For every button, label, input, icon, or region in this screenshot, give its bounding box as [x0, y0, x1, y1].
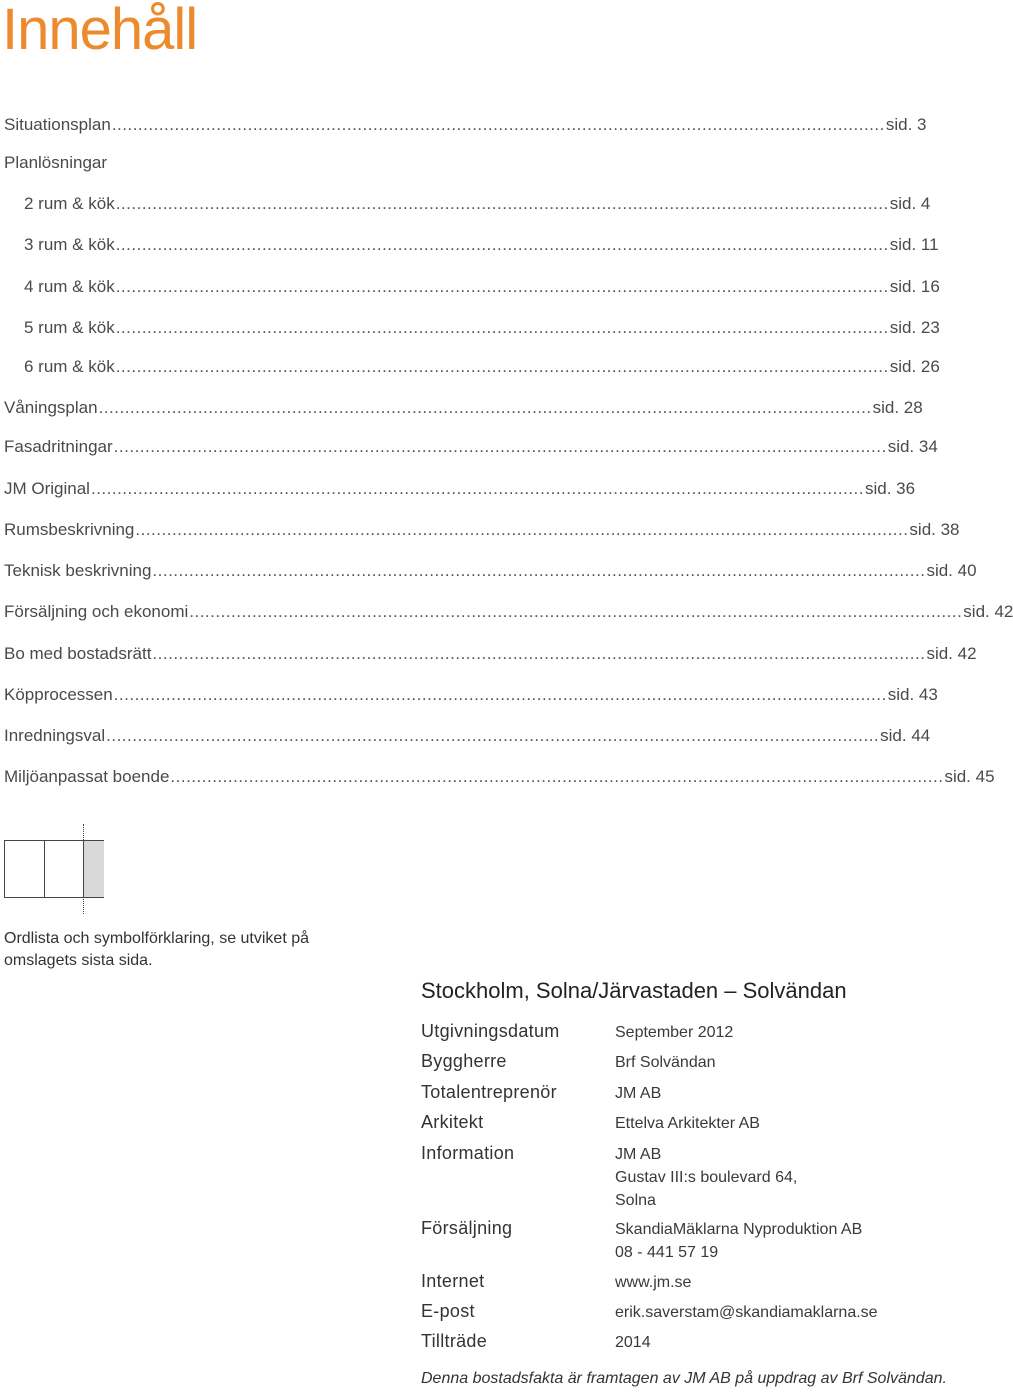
info-key: Byggherre: [421, 1051, 507, 1071]
toc-item-3-rum[interactable]: [24, 235, 939, 259]
toc-leader-dots: ....................................................................................................................................................: [115, 318, 889, 337]
toc-page: sid. 4: [889, 194, 931, 213]
toc-leader-dots: ....................................................................................................................................................: [111, 115, 885, 134]
toc-item-inredningsval[interactable]: [4, 726, 931, 750]
info-value: Ettelva Arkitekter AB: [615, 1115, 760, 1132]
toc-label: Köpprocessen: [4, 685, 113, 704]
toc-page: sid. 26: [889, 357, 940, 376]
toc-label: Rumsbeskrivning: [4, 520, 135, 539]
toc-leader-dots: ....................................................................................................................................................: [90, 479, 864, 498]
toc-leader-dots: ....................................................................................................................................................: [115, 235, 889, 254]
toc-item-2-rum[interactable]: [24, 194, 931, 218]
info-key: Försäljning: [421, 1218, 513, 1238]
info-key: Totalentreprenör: [421, 1082, 557, 1102]
toc-label: JM Original: [4, 479, 90, 498]
toc-label: Miljöanpassat boende: [4, 767, 170, 786]
info-key: Internet: [421, 1271, 485, 1291]
info-key: Arkitekt: [421, 1112, 484, 1132]
toc-page: sid. 16: [889, 277, 940, 296]
toc-label: Fasadritningar: [4, 437, 113, 456]
email-link[interactable]: erik.saverstam@skandiamaklarna.se: [615, 1304, 878, 1321]
toc-label: 5 rum & kök: [24, 318, 115, 337]
toc-page: sid. 36: [865, 479, 916, 498]
toc-leader-dots: ....................................................................................................................................................: [115, 194, 889, 213]
toc-item-miljoanpassat[interactable]: [4, 767, 995, 791]
toc-page: sid. 42: [963, 602, 1013, 621]
project-title: Stockholm, Solna/Järvastaden – Solvändan: [421, 978, 847, 1003]
toc-leader-dots: ....................................................................................................................................................: [106, 726, 880, 745]
toc-item-5-rum[interactable]: [24, 318, 940, 342]
info-value: JM AB: [615, 1085, 662, 1102]
toc-leader-dots: ....................................................................................................................................................: [115, 357, 889, 376]
info-value-line2: 08 - 441 57 19: [615, 1244, 719, 1261]
toc-label: 4 rum & kök: [24, 277, 115, 296]
toc-leader-dots: ....................................................................................................................................................: [189, 602, 963, 621]
toc-item-bostadsratt[interactable]: [4, 644, 977, 668]
toc-label: Teknisk beskrivning: [4, 561, 152, 580]
toc-item-forsaljning[interactable]: [4, 602, 1013, 626]
toc-item-vaningsplan[interactable]: [4, 398, 923, 422]
toc-page: sid. 43: [887, 685, 938, 704]
foldout-panel-divider: [44, 841, 45, 897]
toc-page: sid. 34: [887, 437, 938, 456]
toc-leader-dots: ....................................................................................................................................................: [152, 644, 926, 663]
toc-item-situationsplan[interactable]: [4, 115, 927, 139]
toc-item-teknisk-beskrivning[interactable]: [4, 561, 977, 585]
info-value-line3: Solna: [615, 1192, 656, 1209]
toc-label: 6 rum & kök: [24, 357, 115, 376]
toc-label: Bo med bostadsrätt: [4, 644, 152, 663]
toc-page: sid. 3: [885, 115, 927, 134]
foldout-symbol-icon: [4, 840, 104, 898]
toc-leader-dots: ....................................................................................................................................................: [115, 277, 889, 296]
toc-page: sid. 40: [926, 561, 977, 580]
foldout-flap: [83, 841, 104, 897]
glossary-note: Ordlista och symbolförklaring, se utviket på omslagets sista sida.: [4, 930, 310, 969]
info-key: Utgivningsdatum: [421, 1021, 560, 1041]
toc-leader-dots: ....................................................................................................................................................: [113, 685, 887, 704]
toc-leader-dots: ....................................................................................................................................................: [170, 767, 944, 786]
info-value-line1: SkandiaMäklarna Nyproduktion AB: [615, 1221, 863, 1238]
toc-label: 3 rum & kök: [24, 235, 115, 254]
info-value-line1: JM AB: [615, 1146, 662, 1163]
toc-leader-dots: ....................................................................................................................................................: [98, 398, 872, 417]
info-value: Brf Solvändan: [615, 1054, 716, 1071]
toc-page: sid. 42: [926, 644, 977, 663]
toc-label: Våningsplan: [4, 398, 98, 417]
toc-leader-dots: ....................................................................................................................................................: [152, 561, 926, 580]
toc-heading-planlosningar: Planlösningar: [4, 153, 108, 172]
footer-note: Denna bostadsfakta är framtagen av JM AB på uppdrag av Brf Solvändan.: [421, 1370, 947, 1387]
info-value: 2014: [615, 1334, 651, 1351]
info-key: Information: [421, 1143, 515, 1163]
toc-label: Försäljning och ekonomi: [4, 602, 189, 621]
info-value: September 2012: [615, 1024, 734, 1041]
toc-label: 2 rum & kök: [24, 194, 115, 213]
toc-label: Inredningsval: [4, 726, 106, 745]
info-key: E-post: [421, 1301, 475, 1321]
toc-leader-dots: ....................................................................................................................................................: [113, 437, 887, 456]
toc-item-4-rum[interactable]: [24, 277, 940, 301]
toc-page: sid. 28: [872, 398, 923, 417]
website-link[interactable]: www.jm.se: [615, 1274, 692, 1291]
toc-page: sid. 38: [909, 520, 960, 539]
toc-page: sid. 44: [880, 726, 931, 745]
toc-page: sid. 45: [944, 767, 995, 786]
toc-item-jm-original[interactable]: [4, 479, 916, 503]
toc-page: sid. 11: [889, 235, 939, 254]
toc-label: Situationsplan: [4, 115, 111, 134]
toc-leader-dots: ....................................................................................................................................................: [135, 520, 909, 539]
toc-item-kopprocessen[interactable]: [4, 685, 938, 709]
toc-item-fasadritningar[interactable]: [4, 437, 938, 461]
toc-page: sid. 23: [889, 318, 940, 337]
toc-item-rumsbeskrivning[interactable]: [4, 520, 960, 544]
info-key: Tillträde: [421, 1331, 488, 1351]
page-title: Innehåll: [2, 0, 198, 62]
info-value-line2: Gustav III:s boulevard 64,: [615, 1169, 798, 1186]
toc-item-6-rum[interactable]: [24, 357, 940, 381]
